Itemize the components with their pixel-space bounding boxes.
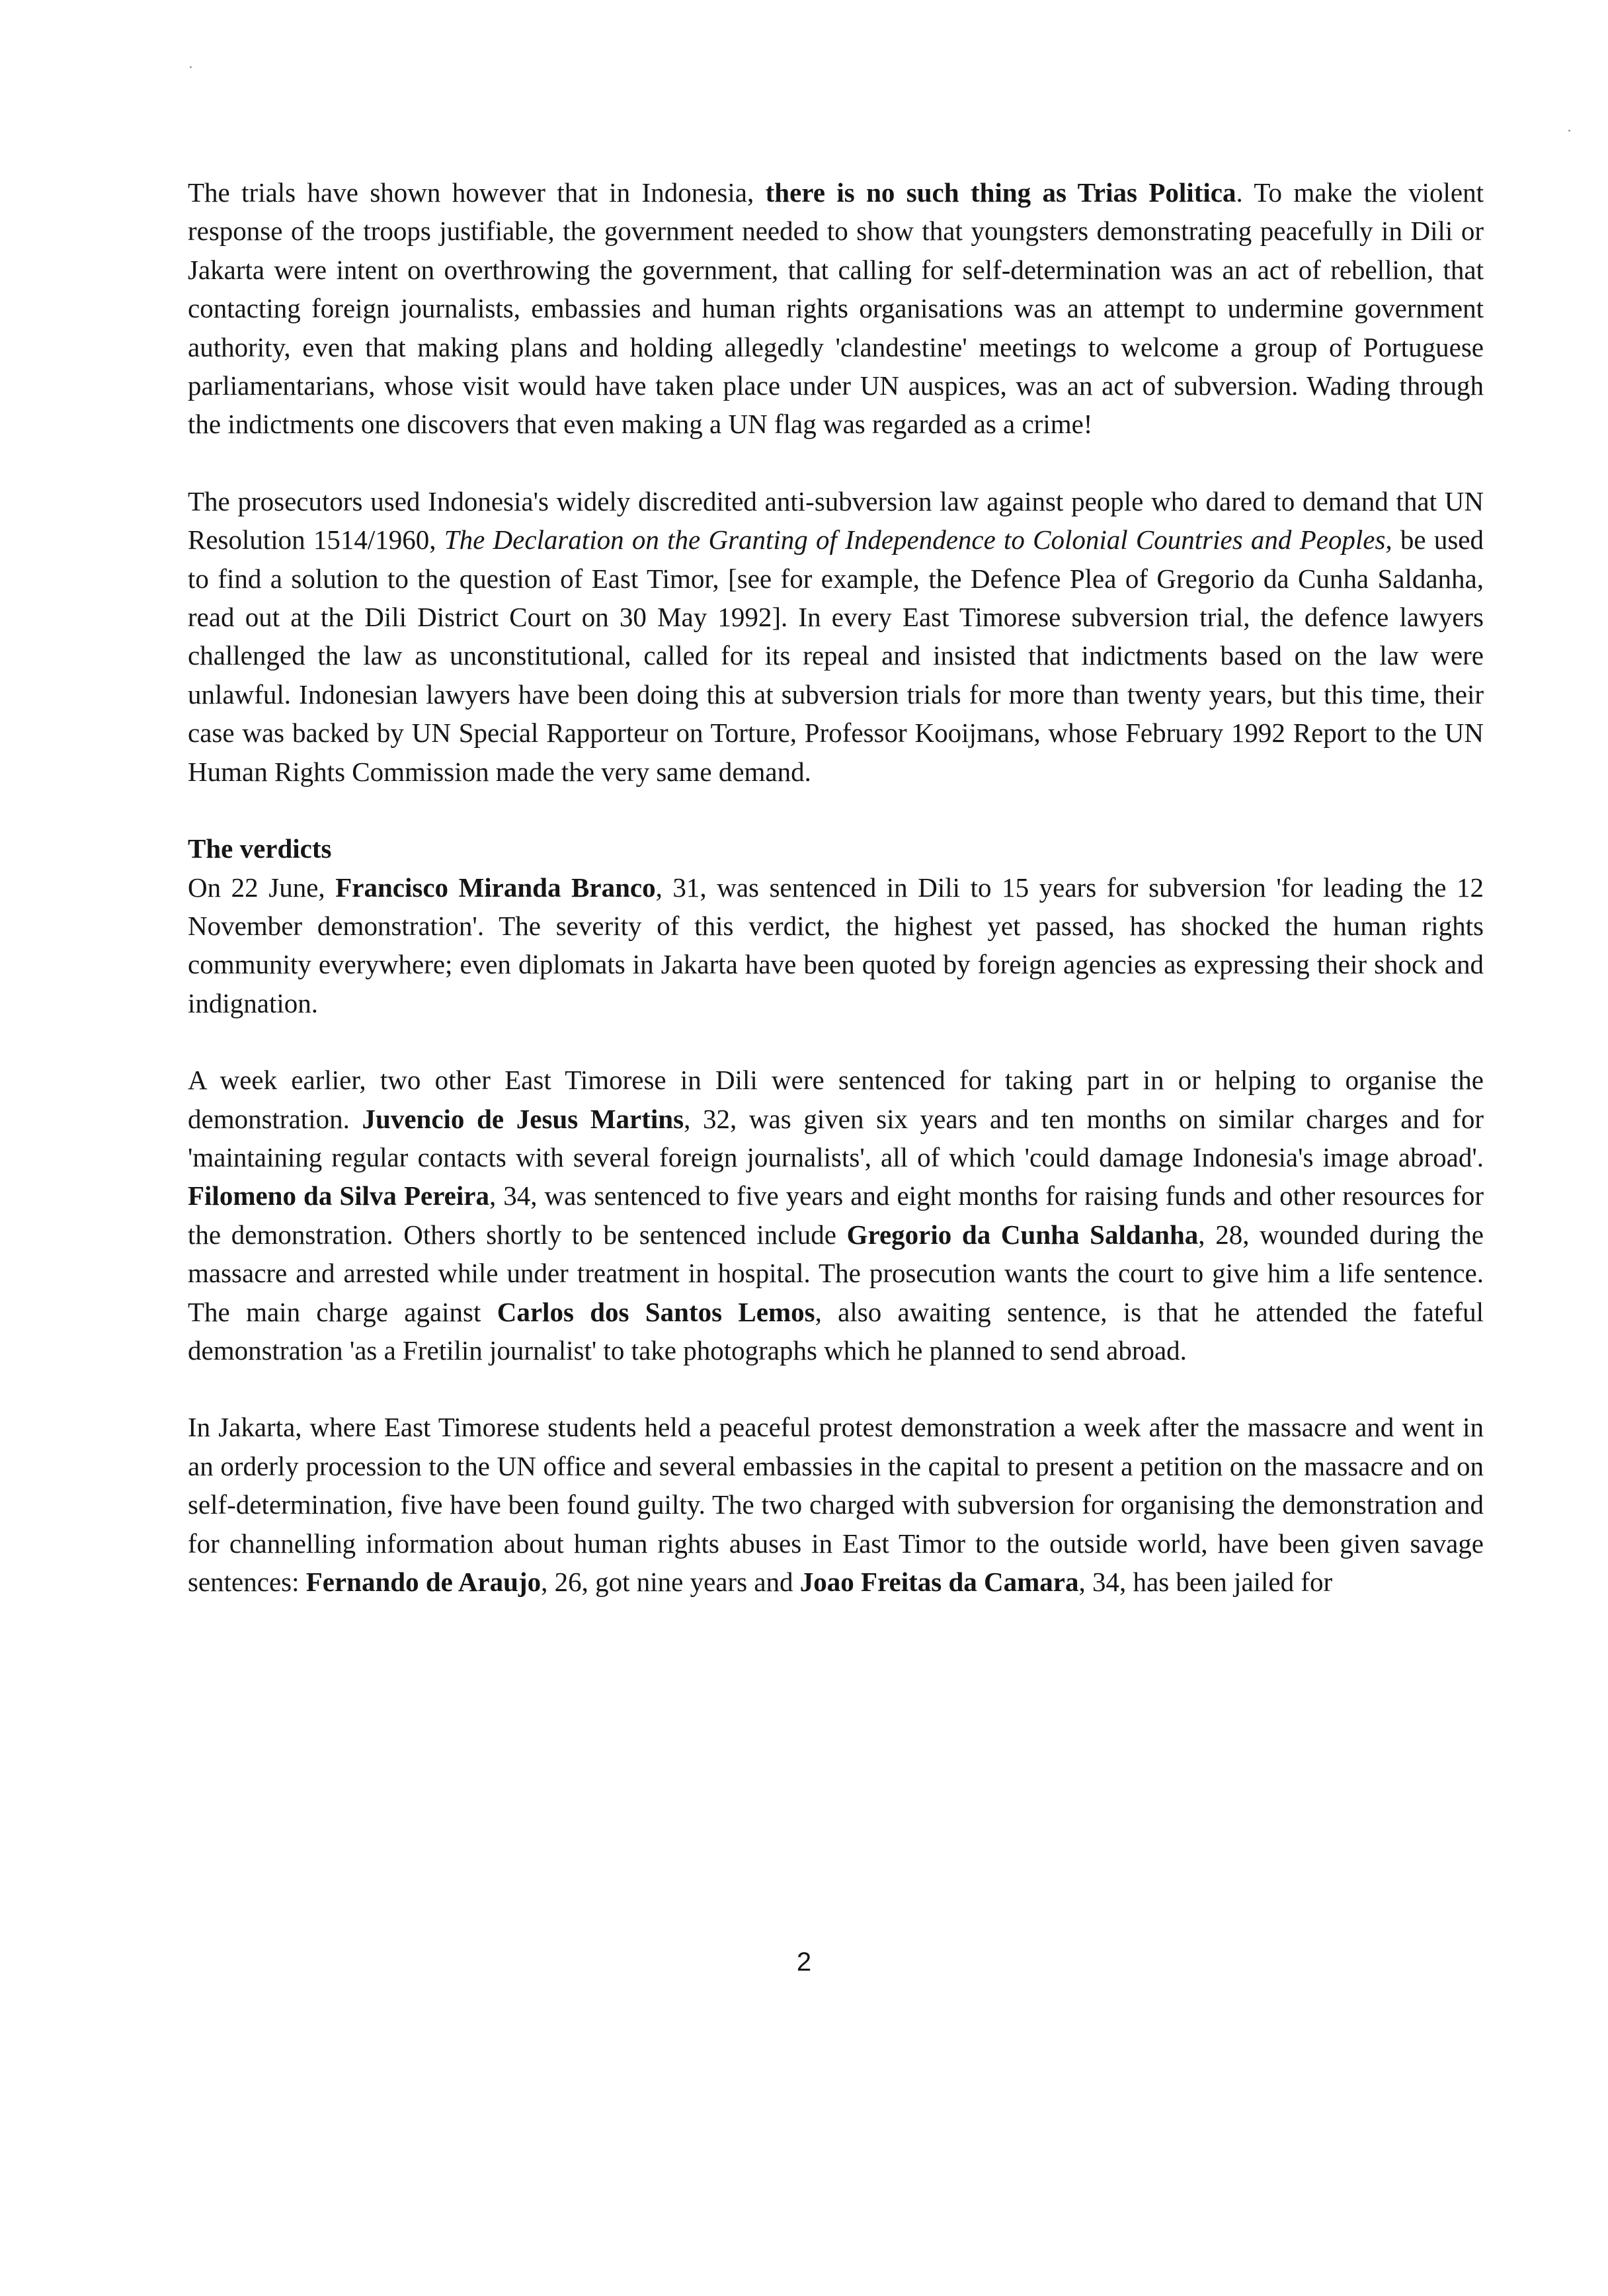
italic-title: The Declaration on the Granting of Independence to Colonial Countries and Peoples,	[444, 524, 1392, 555]
text-run: , also awaiting sentence, is that he attended the fateful demonstration 'as a Fretilin journalist' to take photographs which he planned to send abroad.	[188, 1296, 1484, 1366]
text-run: A week earlier, two other East Timorese in Dili were sentenced for taking part in or helping to organise the demonstration.	[188, 1065, 1484, 1134]
bold-text: Joao Freitas da Camara	[799, 1567, 1079, 1597]
text-run: , 34, has been jailed for	[1078, 1567, 1333, 1597]
text-run: On 22 June,	[188, 872, 336, 903]
body-paragraph	[188, 482, 1484, 791]
text-run: The prosecutors used Indonesia's widely discredited anti-subversion law against people who dared to demand that UN Resolution 1514/1960,	[188, 485, 1484, 555]
text-run: , 32, was given six years and ten months on similar charges and for 'maintaining regular contacts with several foreign journalists', all of which 'could damage Indonesia's image abroad'.	[188, 1103, 1484, 1172]
scan-speck	[190, 66, 192, 68]
text-run: . To make the violent response of the troops justifiable, the government needed to show that youngsters demonstrating peacefully in Dili or Jakarta were intent on overthrowing the government, that calling for self-determination was an act of rebellion, that contacting foreign journalists, embassies and human rights organisations was an attempt to undermine government authority, even that making plans and holding allegedly 'clandestine' meetings to welcome a group of Portuguese parliamentarians, whose visit would have taken place under UN auspices, was an act of subversion. Wading through the indictments one discovers that even making a UN flag was regarded as a crime!	[188, 177, 1484, 440]
body-paragraph	[188, 1408, 1484, 1601]
body-paragraph	[188, 173, 1484, 444]
text-run: be used to find a solution to the question of East Timor, [see for example, the Defence Plea of Gregorio da Cunha Saldanha, read out at the Dili District Court on 30 May 1992]. In every East Timorese subversion trial, the defence lawyers challenged the law as unconstitutional, called for its repeal and insisted that indictments based on the law were unlawful. Indonesian lawyers have been doing this at subversion trials for more than twenty years, but this time, their case was backed by UN Special Rapporteur on Torture, Professor Kooijmans, whose February 1992 Report to the UN Human Rights Commission made the very same demand.	[188, 524, 1484, 787]
text-run: , 26, got nine years and	[541, 1567, 800, 1597]
bold-text: there is no such thing as Trias Politica	[765, 177, 1236, 208]
body-paragraph	[188, 868, 1484, 1023]
text-run: , 34, was sentenced to five years and eight months for raising funds and other resources for the demonstration. Others shortly to be sentenced include	[188, 1180, 1484, 1250]
bold-text: Filomeno da Silva Pereira	[188, 1180, 489, 1211]
text-run: , 31, was sentenced in Dili to 15 years for subversion 'for leading the 12 November demonstration'. The severity of this verdict, the highest yet passed, has shocked the human rights community everywhere; even diplomats in Jakarta have been quoted by foreign agencies as expressing their shock and indignation.	[188, 872, 1484, 1018]
bold-text: Francisco Miranda Branco	[335, 872, 656, 903]
bold-text: Fernando de Araujo	[305, 1567, 542, 1597]
scan-speck	[1568, 130, 1570, 132]
bold-text: Juvencio de Jesus Martins	[362, 1103, 684, 1134]
text-run: The trials have shown however that in Indonesia,	[188, 177, 766, 208]
body-paragraph	[188, 1061, 1484, 1370]
document-body	[188, 173, 1484, 1639]
text-run: , 28, wounded during the massacre and arrested while under treatment in hospital. The prosecution wants the court to give him a life sentence. The main charge against	[188, 1219, 1484, 1327]
page-number: 2	[796, 1948, 812, 1977]
bold-text: Gregorio da Cunha Saldanha	[846, 1219, 1199, 1250]
section-heading: The verdicts	[188, 833, 332, 864]
bold-text: Carlos dos Santos Lemos	[497, 1296, 815, 1327]
text-run: In Jakarta, where East Timorese students held a peaceful protest demonstration a week after the massacre and went in an orderly procession to the UN office and several embassies in the capital to present a petition on the massacre and on self-determination, five have been found guilty. The two charged with subversion for organising the demonstration and for channelling information about human rights abuses in East Timor to the outside world, have been given savage sentences:	[188, 1412, 1484, 1597]
